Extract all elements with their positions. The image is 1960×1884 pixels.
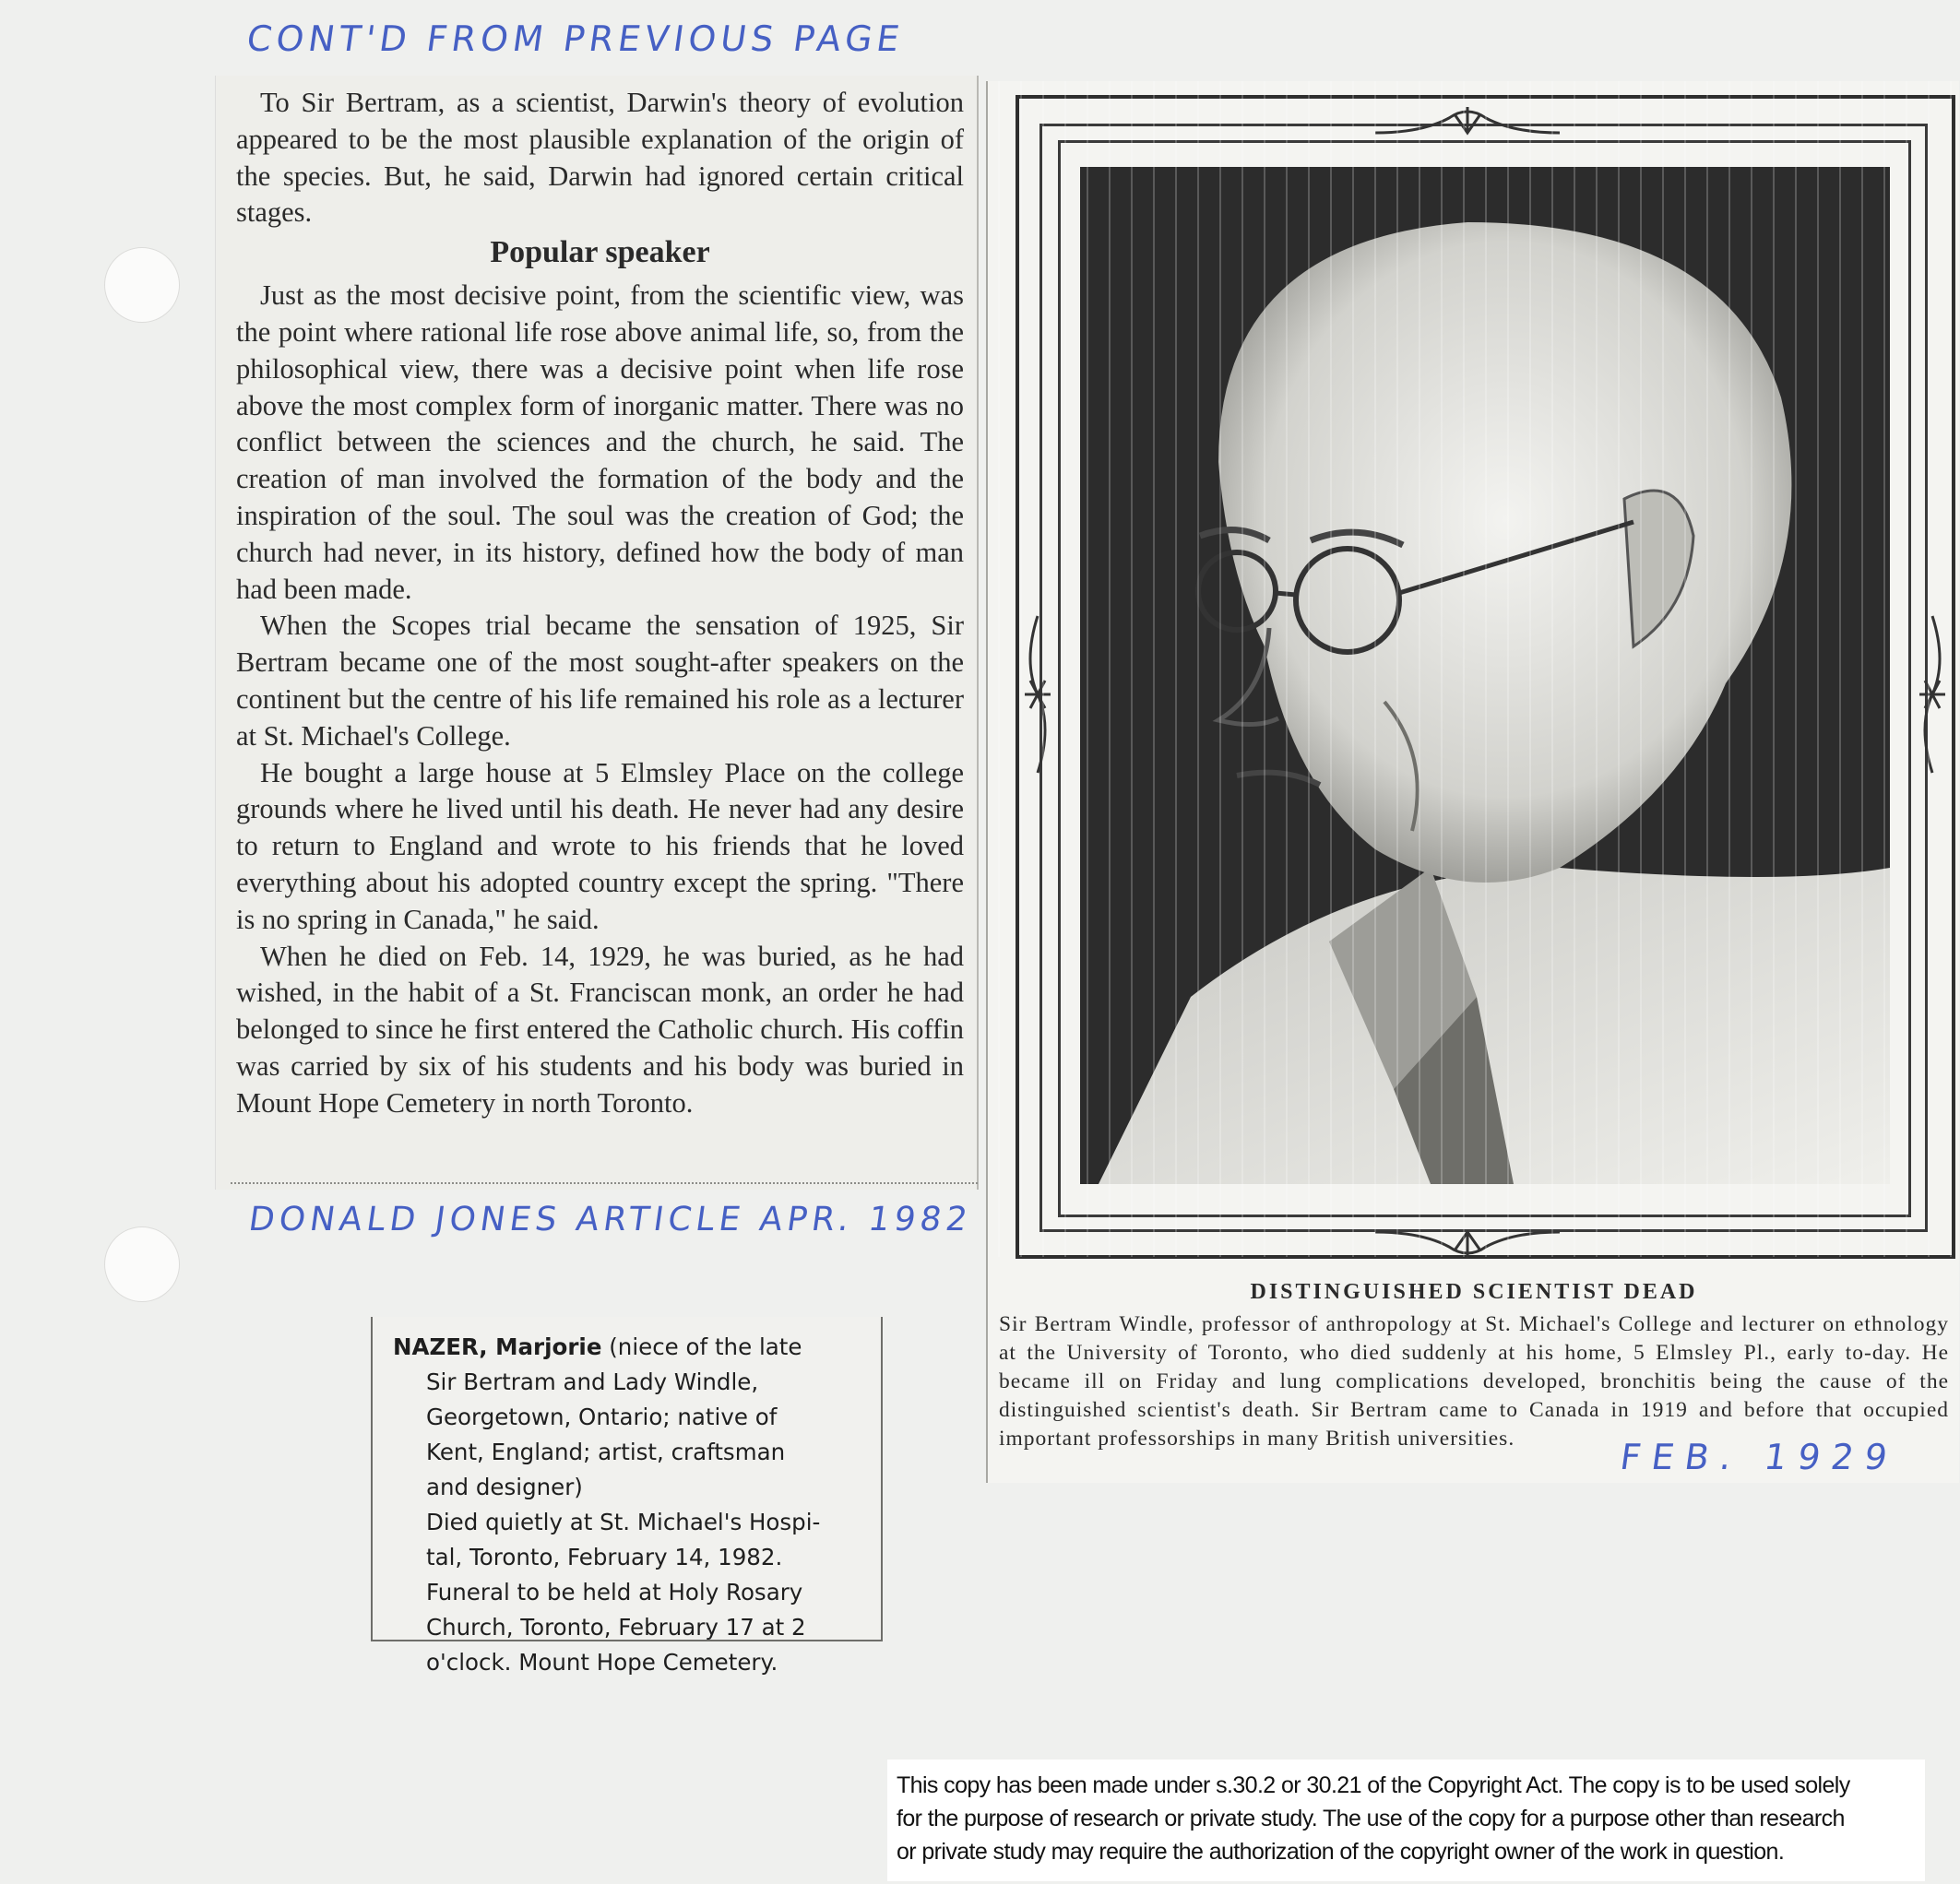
obituary-text: o'clock. Mount Hope Cemetery. [426,1649,778,1676]
frame-ornament-top [1366,101,1569,142]
copyright-line: This copy has been made under s.30.2 or 30.21 of the Copyright Act. The copy is to be used solely [897,1772,1850,1798]
copyright-line: for the purpose of research or private study. The use of the copy for a purpose other than research [897,1806,1845,1831]
binder-hole-top [104,247,180,323]
obituary-text: Died quietly at St. Michael's Hospi- [426,1509,821,1535]
copyright-line: or private study may require the authorization of the copyright owner of the work in question. [897,1839,1785,1865]
handwritten-header: CONT'D FROM PREVIOUS PAGE [244,18,907,59]
article-paragraph: When the Scopes trial became the sensation of 1925, Sir Bertram became one of the most sought-after speakers on the continent but the centre of his life remained his role as a lecturer at St. Michael's College. [236,610,964,752]
frame-ornament-bottom [1366,1223,1569,1263]
obituary-text: Sir Bertram and Lady Windle, [426,1369,759,1395]
obituary-text: Kent, England; artist, craftsman [426,1439,786,1465]
obituary-text: Georgetown, Ontario; native of [426,1404,778,1430]
obituary-text: (niece of the late [609,1333,802,1360]
article-subhead: Popular speaker [490,235,710,270]
obituary-text: and designer) [426,1474,583,1500]
article-paragraph: Just as the most decisive point, from the scientific view, was the point where rational life rose above animal life, so, from the philosophical view, there was a decisive point when life rose above the most complex form of inorganic matter. There was no conflict between the sciences and the church, he said. The creation of man involved the formation of the body and the inspiration of the soul. The soul was the creation of God; the church had never, in its history, defined how the body of man had been made. [236,279,964,605]
frame-ornament-left [1019,607,1056,782]
photo-clipping [986,81,1959,1483]
obituary-text: Funeral to be held at Holy Rosary [426,1579,803,1606]
obituary-first-line [393,1330,864,1365]
photo-caption [999,1280,1949,1453]
copyright-notice [887,1760,1925,1881]
article-paragraph: He bought a large house at 5 Elmsley Place on the college grounds where he lived until his death. He never had any desire to return to England and wrote to his friends that he loved everything about his adopted country except the spring. "There is no spring in Canada," he said. [236,756,964,935]
obituary-text: Church, Toronto, February 17 at 2 [426,1614,806,1641]
frame-ornament-right [1914,607,1951,782]
clipping-cut-line [231,1182,978,1184]
obituary-name: NAZER, Marjorie [393,1333,602,1360]
portrait-illustration [1080,167,1890,1184]
obituary-clipping [371,1317,883,1676]
article-paragraph: When he died on Feb. 14, 1929, he was buried, as he had wished, in the habit of a St. Franciscan monk, an order he had belonged to since he first entered the Catholic church. His coffin was carried by six of his students and his body was buried in Mount Hope Cemetery in north Toronto. [236,940,964,1119]
article-clipping [215,76,979,1190]
binder-hole-bottom [104,1226,180,1302]
handwritten-source-note: DONALD JONES ARTICLE APR. 1982 [246,1201,975,1238]
article-paragraph: To Sir Bertram, as a scientist, Darwin's theory of evolution appeared to be the most plausible explanation of the origin of the species. But, he said, Darwin had ignored certain critical stages. [236,87,964,229]
handwritten-date: FEB. 1929 [1617,1437,1901,1477]
obituary-text: tal, Toronto, February 14, 1982. [426,1544,783,1570]
caption-headline: DISTINGUISHED SCIENTIST DEAD [1250,1280,1698,1304]
portrait-photo [1080,167,1890,1184]
caption-body: Sir Bertram Windle, professor of anthropology at St. Michael's College and lecturer on ethnology at the University of Toronto, who died suddenly at his home, 5 Elmsley Pl., early to-day. He became ill on Friday and lung complications developed, bronchitis being the cause of the distinguished scientist's death. Sir Bertram came to Canada in 1919 and before that occupied important professorships in many British universities. [999,1312,1949,1451]
